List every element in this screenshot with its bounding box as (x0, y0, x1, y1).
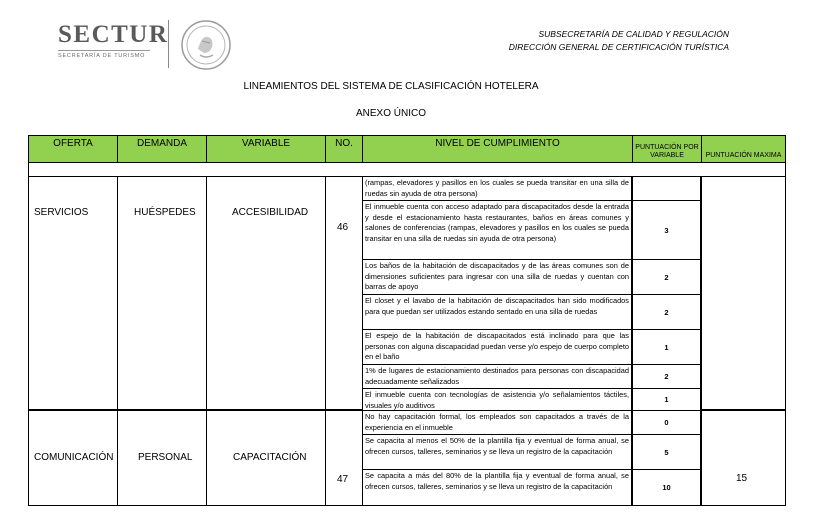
column-header-oferta: OFERTA (28, 135, 118, 163)
group2-row2-nivel: Se capacita al menos el 50% de la plantilla fija y eventual de forma anual, se ofrecen cursos, talleres, seminarios y se lleva un registro de la capacitación (362, 434, 632, 470)
group1-row2-puntos: 3 (632, 200, 701, 260)
group2-max-cell (701, 410, 786, 506)
table-spacer (28, 163, 786, 176)
logo-divider (168, 20, 169, 68)
group1-row7-nivel: El inmueble cuenta con tecnologías de asistencia y/o señalamientos táctiles, visuales y/o auditivos (362, 388, 632, 411)
group1-variable: ACCESIBILIDAD (232, 207, 309, 218)
national-seal-icon (180, 19, 232, 76)
group1-row1-nivel: (rampas, elevadores y pasillos en los cuales se pueda transitar en una silla de ruedas sin ayuda de otra persona) (362, 176, 632, 201)
group1-row4-nivel: El closet y el lavabo de la habitación de discapacitados han sido modificados para que puedan ser utilizados estando sentado en una silla de ruedas (362, 294, 632, 330)
group1-row6-puntos: 2 (632, 364, 701, 389)
group2-variable: CAPACITACIÓN (233, 452, 307, 463)
group1-row1-puntos (632, 176, 701, 201)
column-header-demanda: DEMANDA (117, 135, 207, 163)
group1-row5-puntos: 1 (632, 329, 701, 365)
group2-row3-nivel: Se capacita a más del 80% de la plantilla fija y eventual de forma anual, se ofrecen cursos, talleres, seminarios y se lleva un registro de la capacitación (362, 469, 632, 506)
column-header-no: NO. (325, 135, 363, 163)
group2-demanda: PERSONAL (138, 452, 193, 463)
direccion-text: DIRECCIÓN GENERAL DE CERTIFICACIÓN TURÍSTICA (508, 42, 729, 52)
group1-row4-puntos: 2 (632, 294, 701, 330)
group1-no: 46 (337, 222, 349, 233)
column-header-nivel: NIVEL DE CUMPLIMIENTO (362, 135, 633, 163)
group2-no: 47 (337, 474, 349, 485)
header-department (509, 28, 729, 54)
group1-row3-puntos: 2 (632, 259, 701, 295)
group1-row5-nivel: El espejo de la habitación de discapacitados está inclinado para que las personas con alguna discapacidad puedan verse y/o espejo de cuerpo completo en el baño (362, 329, 632, 365)
group2-max: 15 (736, 473, 748, 484)
document-title: LINEAMIENTOS DEL SISTEMA DE CLASIFICACIÓN HOTELERA (243, 81, 539, 92)
group1-row7-puntos: 1 (632, 388, 701, 411)
group1-row2-nivel: El inmueble cuenta con acceso adaptado para discapacitados desde la entrada y desde el estacionamiento hasta restaurantes, baños en áreas comunes y salones de conferencias (rampas, elevadores y pasillos en los cuales se pueda transitar en una silla de ruedas sin ayuda de otra persona) (362, 200, 632, 260)
group1-max-cell (701, 176, 786, 410)
sectur-logo-subtext: SECRETARÍA DE TURISMO (58, 50, 150, 59)
group1-demanda: HUÉSPEDES (134, 207, 196, 218)
group2-no-cell (325, 410, 363, 506)
sectur-logo (58, 22, 168, 59)
group1-no-cell (325, 176, 363, 410)
column-header-puntuacion-maxima: PUNTUACIÓN MAXIMA (701, 135, 786, 163)
group2-oferta: COMUNICACIÓN (34, 452, 114, 463)
sectur-logo-text: SECTUR (58, 21, 169, 48)
document-annex: ANEXO ÚNICO (355, 108, 426, 119)
group2-row1-puntos: 0 (632, 410, 701, 435)
group2-row1-nivel: No hay capacitación formal, los empleados son capacitados a través de la experiencia en el inmueble (362, 410, 632, 435)
column-header-variable: VARIABLE (206, 135, 326, 163)
group1-row6-nivel: 1% de lugares de estacionamiento destinados para personas con discapacidad adecuadamente señalizados (362, 364, 632, 389)
group1-oferta: SERVICIOS (34, 207, 89, 218)
group1-row3-nivel: Los baños de la habitación de discapacitados y de las áreas comunes son de dimensiones suficientes para ingresar con una silla de ruedas y cuentan con barras de apoyo (362, 259, 632, 295)
group2-row2-puntos: 5 (632, 434, 701, 470)
column-header-puntuacion-variable: PUNTUACIÓN POR VARIABLE (632, 135, 702, 163)
subsecretaria-text: SUBSECRETARÍA DE CALIDAD Y REGULACIÓN (538, 29, 729, 39)
group2-row3-puntos: 10 (632, 469, 701, 506)
